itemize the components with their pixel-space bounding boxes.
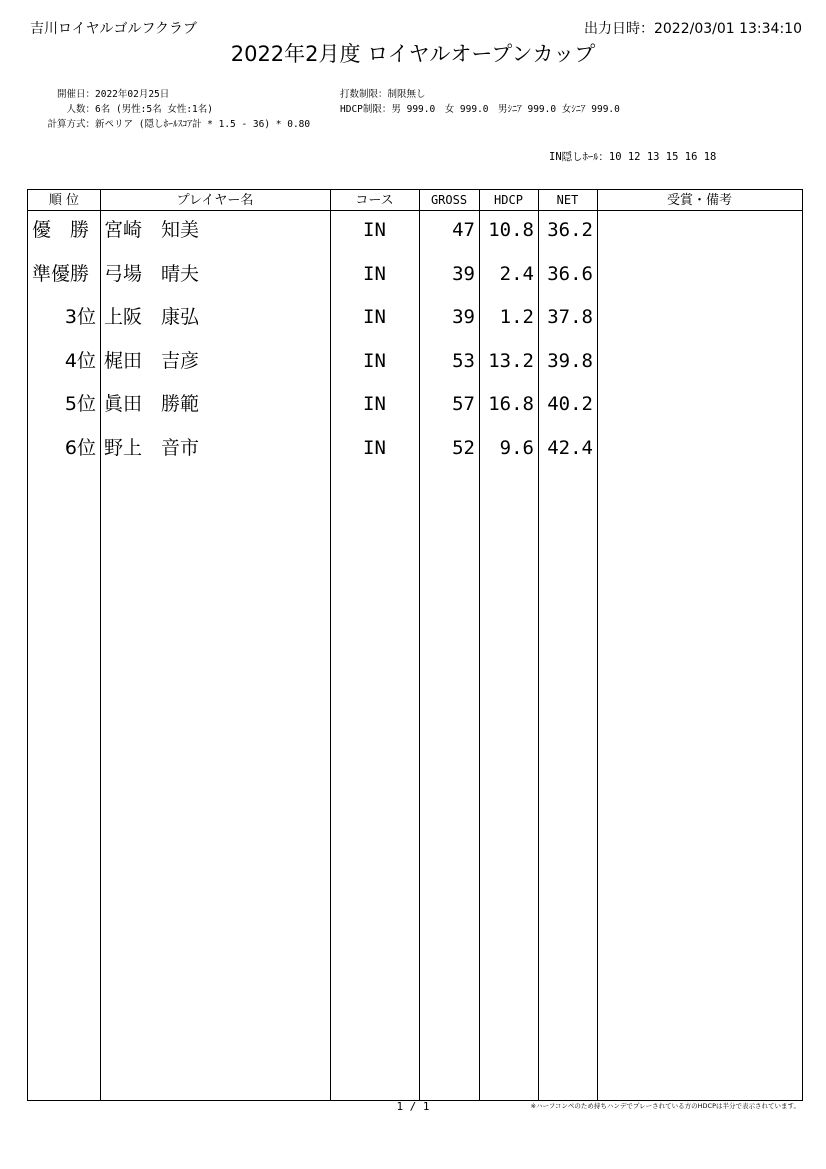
player-name-cell: 眞田 勝範 [104, 393, 200, 416]
rank-cell: 4位 [64, 349, 96, 372]
player-name-cell: 弓場 晴夫 [104, 262, 200, 285]
footer-note: ※ハーフコンペのため持ちハンデでプレーされている方のHDCPは半分で表示されています。 [530, 1102, 800, 1110]
net-cell: 39.8 [547, 349, 593, 372]
player-name-cell: 野上 音市 [104, 437, 200, 459]
gross-cell: 57 [452, 393, 475, 416]
hdcp-cell: 16.8 [488, 393, 534, 416]
header-net: NET [556, 193, 579, 207]
header-gross: GROSS [430, 193, 468, 207]
course-cell: IN [363, 349, 386, 372]
rank-cell: 優 勝 [32, 219, 90, 241]
header-course: コース [355, 193, 394, 208]
header-hdcp: HDCP [494, 193, 523, 207]
course-cell: IN [363, 393, 386, 416]
meta-calc [0, 116, 310, 130]
table-row [28, 259, 802, 289]
hdcp-cell: 13.2 [488, 349, 534, 372]
course-cell: IN [363, 437, 386, 459]
player-name-cell: 上阪 康弘 [104, 306, 200, 329]
club-name: 吉川ロイヤルゴルフクラブ [30, 21, 198, 37]
meta-date-label: 開催日： [56, 89, 95, 100]
table-row [28, 346, 802, 376]
hdcp-cell: 9.6 [499, 437, 534, 459]
header-rank: 順 位 [48, 193, 80, 208]
rank-cell: 3位 [64, 306, 96, 329]
header-player: プレイヤー名 [176, 193, 254, 208]
net-cell: 40.2 [547, 393, 593, 416]
net-cell: 37.8 [547, 306, 593, 329]
meta-count-value: 6名 (男性:5名 女性:1名) [95, 104, 213, 115]
meta-count-label: 人数： [66, 104, 95, 115]
results-table [27, 189, 803, 1101]
gross-cell: 52 [452, 437, 475, 459]
net-cell: 36.2 [547, 219, 593, 241]
course-cell: IN [363, 262, 386, 285]
stroke-limit: 打数制限：制限無し [340, 89, 426, 100]
meta-calc-label: 計算方式： [47, 119, 95, 130]
header-notes: 受賞・備考 [666, 193, 732, 208]
rank-cell: 6位 [64, 437, 96, 459]
page-title: 2022年2月度 ロイヤルオープンカップ [230, 42, 596, 66]
meta-date [0, 86, 169, 100]
table-row [28, 302, 802, 332]
meta-calc-value: 新ペリア (隠しﾎｰﾙｽｺｱ計 * 1.5 - 36) * 0.80 [95, 119, 311, 130]
gross-cell: 39 [452, 306, 475, 329]
player-name-cell: 宮崎 知美 [104, 219, 200, 241]
hdcp-cell: 1.2 [499, 306, 534, 329]
gross-cell: 47 [452, 219, 475, 241]
table-row [28, 389, 802, 419]
net-cell: 42.4 [547, 437, 593, 459]
hdcp-limit: HDCP制限：男 999.0 女 999.0 男ｼﾆｱ 999.0 女ｼﾆｱ 999.0 [340, 104, 620, 115]
hdcp-cell: 10.8 [488, 219, 534, 241]
net-cell: 36.6 [547, 262, 593, 285]
meta-date-value: 2022年02月25日 [95, 89, 170, 100]
hdcp-cell: 2.4 [499, 262, 534, 285]
page-number: 1 / 1 [396, 1100, 430, 1113]
rank-cell: 5位 [64, 393, 96, 416]
gross-cell: 39 [452, 262, 475, 285]
meta-count [0, 101, 213, 115]
player-name-cell: 梶田 吉彦 [104, 349, 200, 372]
course-cell: IN [363, 306, 386, 329]
table-row [28, 433, 802, 463]
hidden-holes: IN隠しﾎｰﾙ：10 12 13 15 16 18 [549, 151, 717, 163]
course-cell: IN [363, 219, 386, 241]
printed-datetime: 出力日時：2022/03/01 13:34:10 [583, 21, 802, 37]
rank-cell: 準優勝 [32, 262, 90, 285]
table-row [28, 215, 802, 245]
gross-cell: 53 [452, 349, 475, 372]
